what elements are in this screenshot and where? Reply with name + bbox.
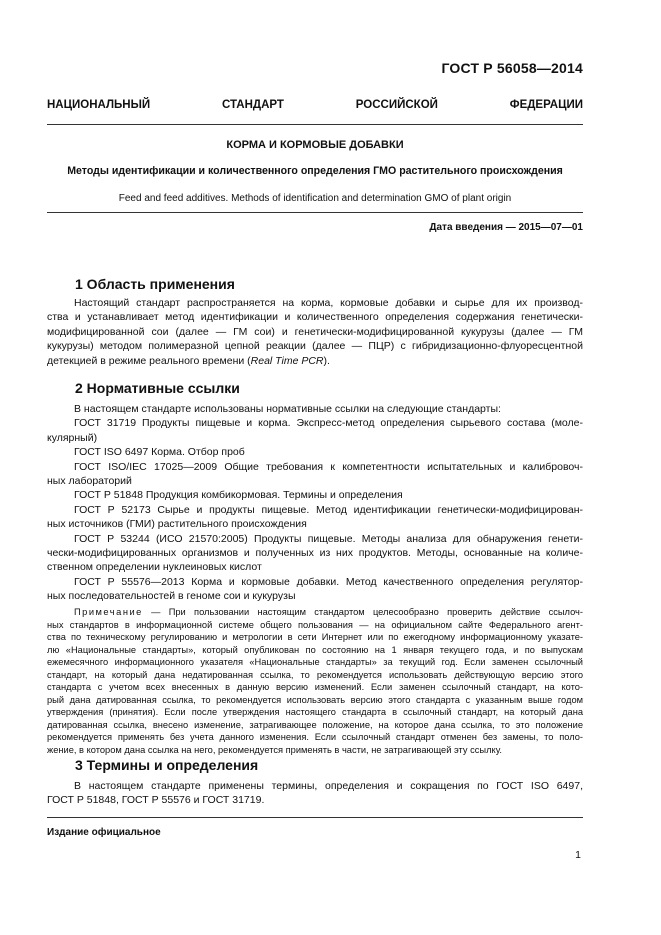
text-fragment: детекцией в режиме реального времени ( [47, 354, 251, 367]
text-line: В настоящем стандарте использованы нормативные ссылки на следующие стандарты: [74, 403, 501, 415]
text-line: В настоящем стандарте применены термины, определения и сокращения по ГОСТ ISO 6497, [74, 780, 583, 792]
terms-paragraph [47, 779, 583, 808]
references-list [47, 402, 583, 604]
text-line: стандарта с учетом всех внесенных в данную версию изменений. Если заменен ссылочный стандарт, на кото- [47, 682, 583, 692]
italic-term: Real Time PCR [250, 354, 324, 367]
text-line: ных последовательностей в геноме сои и кукурузы [47, 590, 296, 603]
scope-paragraph [47, 296, 583, 368]
text-line: ства и устанавливает метод идентификации и количественного определения содержания генетически- [47, 311, 583, 324]
text-line: чески-модифицированных организмов и полученных из них продуктов. Методы, основанные на количе- [47, 547, 583, 560]
text-line [47, 606, 583, 619]
text-line: утверждения (принятия). Если после утверждения настоящего стандарта в ссылочный стандарт, на который дана [47, 707, 583, 717]
text-line: лю «Национальные стандарты», который опубликован по состоянию на 1 января текущего года, и по выпускам [47, 644, 583, 655]
official-edition-label: Издание официальное [47, 827, 161, 838]
text-line: рый дана датированная ссылка, то рекомендуется использовать версию этого стандарта с указанным выше годом [47, 694, 583, 705]
text-line: кукурузы) методом полимеразной цепной реакции (далее — ПЦР) с гибридизационно-флуоресцентной [47, 340, 583, 353]
note-label: Примечание [74, 607, 143, 617]
text-line: ежемесячного информационного указателя «Национальные стандарты» за текущий год. Если заменен ссылочный [47, 657, 583, 667]
text-line: Настоящий стандарт распространяется на корма, кормовые добавки и сырье для их производ- [74, 297, 583, 309]
text-line: ных источников (ГМИ) растительного происхождения [47, 518, 307, 531]
text-line [47, 354, 583, 368]
page-number: 1 [575, 849, 581, 861]
document-subtitle: Методы идентификации и количественного определения ГМО растительного происхождения [67, 165, 563, 177]
national-standard-title: НАЦИОНАЛЬНЫЙ СТАНДАРТ РОССИЙСКОЙ ФЕДЕРАЦИИ [47, 99, 583, 111]
text-line: датированная ссылка, внесено изменение, затрагивающее положение, на которое дана ссылка, то это положение [47, 719, 583, 730]
english-title: Feed and feed additives. Methods of identification and determination GMO of plant origin [118, 193, 512, 204]
text-line: ГОСТ Р 51848, ГОСТ Р 55576 и ГОСТ 31719. [47, 794, 265, 807]
title-divider [47, 212, 583, 213]
text-line: ства по техническому регулированию и метрологии в сети Интернет или по ежегодному информационному указате- [47, 632, 583, 642]
text-line: модифицированной сои (далее — ГМ сои) и генетически-модифицированной кукурузы (далее — ГМ [47, 325, 583, 338]
text-line: жение, в котором дана ссылка на него, рекомендуется применять в части, не затрагивающей эту ссылку. [47, 744, 503, 755]
text-line: стандарт, на который дана недатированная ссылка, то рекомендуется использовать действующую версию этого [47, 669, 583, 680]
text-fragment: ). [323, 354, 330, 367]
section-heading-normative-references: 2 Нормативные ссылки [75, 380, 240, 396]
references-note [47, 606, 583, 756]
text-line: ных лабораторий [47, 475, 132, 488]
reference-item: ГОСТ ISO 6497 Корма. Отбор проб [74, 446, 245, 459]
text-line: ных стандартов в информационной системе общего пользования — на официальном сайте Федерального агент- [47, 619, 583, 630]
text-line: рекомендуется применять без учета данного изменения. Если ссылочный стандарт отменен без замены, то поло- [47, 732, 583, 742]
reference-item: ГОСТ ISO/IEC 17025—2009 Общие требования к компетентности испытательных и калибровоч- [74, 460, 583, 473]
reference-item: ГОСТ Р 53244 (ИСО 21570:2005) Продукты пищевые. Методы анализа для обнаружения генети- [74, 532, 583, 545]
document-title: КОРМА И КОРМОВЫЕ ДОБАВКИ [226, 139, 404, 151]
introduction-date: Дата введения — 2015—07—01 [429, 222, 583, 233]
gost-code: ГОСТ Р 56058—2014 [441, 60, 583, 76]
text-fragment: — При пользовании настоящим стандартом целесообразно проверить действие ссылоч- [142, 607, 583, 617]
reference-item: ГОСТ Р 55576—2013 Корма и кормовые добавки. Метод качественного определения регулятор- [74, 575, 583, 588]
section-heading-terms: 3 Термины и определения [75, 757, 259, 773]
footer-divider [47, 817, 583, 818]
reference-item: ГОСТ 31719 Продукты пищевые и корма. Экспресс-метод определения сырьевого состава (моле- [74, 417, 583, 430]
top-divider [47, 124, 583, 125]
reference-item: ГОСТ Р 52173 Сырье и продукты пищевые. Метод идентификации генетически-модифицирован- [74, 503, 583, 516]
reference-item: ГОСТ Р 51848 Продукция комбикормовая. Термины и определения [74, 489, 403, 502]
text-line: ственном определении нуклеиновых кислот [47, 561, 262, 574]
section-heading-scope: 1 Область применения [75, 276, 235, 292]
text-line: кулярный) [47, 431, 98, 444]
